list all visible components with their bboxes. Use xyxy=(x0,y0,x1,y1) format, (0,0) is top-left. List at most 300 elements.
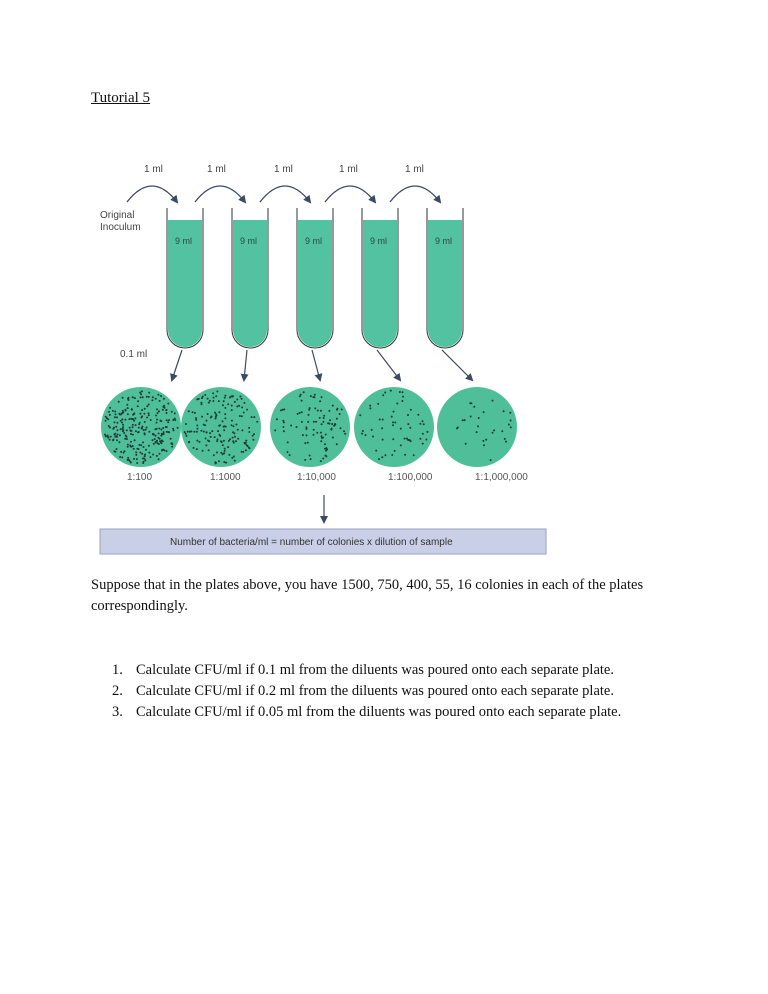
colony-dot xyxy=(314,394,316,396)
colony-dot xyxy=(153,443,155,445)
colony-dot xyxy=(163,398,165,400)
colony-dot xyxy=(391,454,393,456)
colony-dot xyxy=(195,419,197,421)
colony-dot xyxy=(233,425,235,427)
colony-dot xyxy=(215,395,217,397)
colony-dot xyxy=(290,425,292,427)
colony-dot xyxy=(141,453,143,455)
colony-dot xyxy=(185,423,187,425)
colony-dot xyxy=(320,410,322,412)
colony-dot xyxy=(224,417,226,419)
colony-dot xyxy=(126,438,128,440)
colony-dot xyxy=(130,418,132,420)
colony-dot xyxy=(400,444,402,446)
original-inoculum-label: Original xyxy=(100,210,135,221)
transfer-label: 1 ml xyxy=(405,164,424,175)
colony-dot xyxy=(407,414,409,416)
colony-dot xyxy=(156,428,158,430)
list-item xyxy=(112,681,732,702)
colony-dot xyxy=(215,462,217,464)
colony-dot xyxy=(133,420,135,422)
colony-dot xyxy=(148,445,150,447)
colony-dot xyxy=(205,444,207,446)
colony-dot xyxy=(117,434,119,436)
colony-dot xyxy=(282,420,284,422)
plating-arrow xyxy=(172,350,182,380)
colony-dot xyxy=(224,450,226,452)
colony-dot xyxy=(168,419,170,421)
colony-dot xyxy=(231,405,233,407)
colony-dot xyxy=(172,428,174,430)
colony-dot xyxy=(201,397,203,399)
colony-dot xyxy=(384,454,386,456)
colony-dot xyxy=(235,440,237,442)
colony-dot xyxy=(121,418,123,420)
colony-dot xyxy=(303,391,305,393)
colony-dot xyxy=(130,462,132,464)
colony-dot xyxy=(146,427,148,429)
colony-dot xyxy=(485,439,487,441)
colony-dot xyxy=(112,439,114,441)
colony-dot xyxy=(422,420,424,422)
colony-dot xyxy=(122,424,124,426)
colony-dot xyxy=(156,440,158,442)
colony-dot xyxy=(413,454,415,456)
colony-dot xyxy=(321,396,323,398)
colony-dot xyxy=(409,427,411,429)
colony-dot xyxy=(127,398,129,400)
colony-dot xyxy=(138,427,140,429)
colony-dot xyxy=(167,421,169,423)
colony-dot xyxy=(375,450,377,452)
colony-dot xyxy=(308,409,310,411)
colony-dot xyxy=(407,423,409,425)
colony-dot xyxy=(236,399,238,401)
colony-dot xyxy=(317,410,319,412)
colony-dot xyxy=(299,395,301,397)
colony-dot xyxy=(161,449,163,451)
colony-dot xyxy=(192,411,194,413)
agar-plates xyxy=(101,387,517,467)
colony-dot xyxy=(470,416,472,418)
colony-dot xyxy=(245,440,247,442)
colony-dot xyxy=(505,441,507,443)
colony-dot xyxy=(142,462,144,464)
colony-dot xyxy=(156,419,158,421)
colony-dot xyxy=(132,426,134,428)
colony-dot xyxy=(382,439,384,441)
colony-dot xyxy=(234,436,236,438)
colony-dot xyxy=(134,439,136,441)
colony-dot xyxy=(146,405,148,407)
colony-dot xyxy=(402,396,404,398)
colony-dot xyxy=(493,429,495,431)
colony-dot xyxy=(382,419,384,421)
colony-dot xyxy=(213,397,215,399)
agar-plate xyxy=(270,387,350,467)
colony-dot xyxy=(456,427,458,429)
plating-arrow xyxy=(377,350,400,380)
colony-dot xyxy=(401,400,403,402)
colony-dot xyxy=(377,403,379,405)
colony-dot xyxy=(248,447,250,449)
colony-dot xyxy=(118,401,120,403)
agar-plate xyxy=(101,387,181,467)
colony-dot xyxy=(379,419,381,421)
colony-dot xyxy=(212,400,214,402)
colony-dot xyxy=(127,444,129,446)
colony-dot xyxy=(133,412,135,414)
colony-dot xyxy=(422,443,424,445)
colony-dot xyxy=(142,426,144,428)
colony-dot xyxy=(137,431,139,433)
colony-dot xyxy=(105,420,107,422)
colony-dot xyxy=(477,425,479,427)
colony-dot xyxy=(287,441,289,443)
colony-dot xyxy=(381,427,383,429)
colony-dot xyxy=(137,400,139,402)
tube-volume-label: 9 ml xyxy=(435,236,453,246)
colony-dot xyxy=(132,396,134,398)
colony-dot xyxy=(114,451,116,453)
colony-dot xyxy=(205,438,207,440)
colony-dot xyxy=(141,409,143,411)
colony-dot xyxy=(195,417,197,419)
colony-dot xyxy=(320,440,322,442)
colony-dot xyxy=(392,424,394,426)
colony-dot xyxy=(378,458,380,460)
plating-arrow xyxy=(442,350,472,380)
colony-dot xyxy=(157,442,159,444)
colony-dot xyxy=(156,408,158,410)
colony-dot xyxy=(235,424,237,426)
colony-dot xyxy=(123,452,125,454)
colony-dot xyxy=(300,394,302,396)
colony-dot xyxy=(323,415,325,417)
colony-dot xyxy=(306,434,308,436)
colony-dot xyxy=(327,422,329,424)
test-tube xyxy=(362,208,398,348)
colony-dot xyxy=(152,433,154,435)
colony-dot xyxy=(253,433,255,435)
colony-dot xyxy=(321,435,323,437)
colony-dot xyxy=(483,411,485,413)
colony-dot xyxy=(492,432,494,434)
colony-dot xyxy=(165,426,167,428)
colony-dot xyxy=(159,400,161,402)
colony-dot xyxy=(393,411,395,413)
question-list xyxy=(112,660,732,723)
colony-dot xyxy=(144,432,146,434)
colony-dot xyxy=(135,424,137,426)
colony-dot xyxy=(227,446,229,448)
colony-dot xyxy=(331,423,333,425)
colony-dot xyxy=(124,419,126,421)
tube-volume-label: 9 ml xyxy=(305,236,323,246)
test-tube xyxy=(232,208,268,348)
colony-dot xyxy=(154,441,156,443)
colony-dot xyxy=(225,426,227,428)
colony-dot xyxy=(194,412,196,414)
colony-dot xyxy=(245,449,247,451)
colony-dot xyxy=(322,421,324,423)
colony-dot xyxy=(282,426,284,428)
colony-dot xyxy=(369,407,371,409)
colony-dot xyxy=(107,435,109,437)
colony-dot xyxy=(325,434,327,436)
colony-dot xyxy=(394,422,396,424)
agar-plate xyxy=(181,387,261,467)
colony-dot xyxy=(332,437,334,439)
transfer-label: 1 ml xyxy=(339,164,358,175)
plating-arrow xyxy=(312,350,320,380)
colony-dot xyxy=(241,398,243,400)
colony-dot xyxy=(336,409,338,411)
colony-dot xyxy=(172,419,174,421)
colony-dot xyxy=(343,430,345,432)
colony-dot xyxy=(322,458,324,460)
list-item xyxy=(112,660,732,681)
colony-dot xyxy=(122,410,124,412)
colony-dot xyxy=(113,427,115,429)
colony-dot xyxy=(193,447,195,449)
original-inoculum-label: Inoculum xyxy=(100,222,141,233)
colony-dot xyxy=(231,424,233,426)
colony-dot xyxy=(332,405,334,407)
colony-dot xyxy=(133,448,135,450)
colony-dot xyxy=(320,432,322,434)
colony-dot xyxy=(243,412,245,414)
colony-dot xyxy=(144,459,146,461)
colony-dot xyxy=(336,443,338,445)
colony-dot xyxy=(137,405,139,407)
colony-dot xyxy=(210,417,212,419)
colony-dot xyxy=(209,400,211,402)
colony-dot xyxy=(196,440,198,442)
colony-dot xyxy=(200,402,202,404)
colony-dot xyxy=(160,429,162,431)
colony-dot xyxy=(204,424,206,426)
colony-dot xyxy=(229,397,231,399)
colony-dot xyxy=(399,391,401,393)
colony-dot xyxy=(136,462,138,464)
colony-dot xyxy=(218,425,220,427)
colony-dot xyxy=(152,396,154,398)
colony-dot xyxy=(223,400,225,402)
colony-dot xyxy=(509,412,511,414)
transfer-label: 1 ml xyxy=(144,164,163,175)
colony-dot xyxy=(297,413,299,415)
colony-dot xyxy=(196,448,198,450)
colony-dot xyxy=(123,432,125,434)
colony-dot xyxy=(305,426,307,428)
colony-dot xyxy=(213,454,215,456)
plating-arrow xyxy=(244,350,247,380)
colony-dot xyxy=(150,419,152,421)
plating-arrows xyxy=(172,350,472,380)
colony-dot xyxy=(234,460,236,462)
formula-text: Number of bacteria/ml = number of colonies x dilution of sample xyxy=(170,537,453,548)
colony-dot xyxy=(334,424,336,426)
colony-dot xyxy=(159,453,161,455)
colony-dot xyxy=(144,421,146,423)
colony-dot xyxy=(237,429,239,431)
colony-dot xyxy=(253,416,255,418)
colony-dot xyxy=(328,410,330,412)
colony-dot xyxy=(156,422,158,424)
agar-plate xyxy=(437,387,517,467)
colony-dot xyxy=(198,398,200,400)
colony-dot xyxy=(144,408,146,410)
colony-dot xyxy=(105,416,107,418)
test-tube xyxy=(167,208,203,348)
colony-dot xyxy=(126,404,128,406)
colony-dot xyxy=(132,424,134,426)
colony-dot xyxy=(228,440,230,442)
colony-dot xyxy=(402,391,404,393)
colony-dot xyxy=(201,416,203,418)
colony-dot xyxy=(155,415,157,417)
colony-dot xyxy=(223,452,225,454)
colony-dot xyxy=(470,402,472,404)
colony-dot xyxy=(223,461,225,463)
colony-dot xyxy=(390,390,392,392)
colony-dot xyxy=(210,436,212,438)
colony-dot xyxy=(212,392,214,394)
colony-dot xyxy=(289,454,291,456)
list-text: Calculate CFU/ml if 0.1 ml from the diluents was poured onto each separate plate. xyxy=(136,662,614,678)
colony-dot xyxy=(223,440,225,442)
colony-dot xyxy=(325,447,327,449)
colony-dot xyxy=(231,396,233,398)
colony-dot xyxy=(148,404,150,406)
colony-dot xyxy=(276,418,278,420)
colony-dot xyxy=(324,443,326,445)
colony-dot xyxy=(296,426,298,428)
colony-dot xyxy=(148,396,150,398)
colony-dot xyxy=(118,441,120,443)
colony-dot xyxy=(246,409,248,411)
colony-dot xyxy=(216,391,218,393)
colony-dot xyxy=(233,456,235,458)
colony-dot xyxy=(241,406,243,408)
colony-dot xyxy=(136,458,138,460)
colony-dot xyxy=(173,429,175,431)
colony-dot xyxy=(248,431,250,433)
colony-dot xyxy=(193,431,195,433)
colony-dot xyxy=(143,446,145,448)
colony-dot xyxy=(207,413,209,415)
colony-dot xyxy=(167,431,169,433)
colony-dot xyxy=(141,428,143,430)
colony-dot xyxy=(110,436,112,438)
colony-dot xyxy=(206,432,208,434)
colony-dot xyxy=(132,434,134,436)
colony-dot xyxy=(423,423,425,425)
colony-dot xyxy=(256,421,258,423)
test-tube xyxy=(297,208,333,348)
colony-dot xyxy=(232,431,234,433)
colony-dot xyxy=(171,442,173,444)
dilution-label: 1:100 xyxy=(127,472,153,483)
colony-dot xyxy=(138,444,140,446)
colony-dot xyxy=(301,400,303,402)
colony-dot xyxy=(171,446,173,448)
colony-dot xyxy=(140,444,142,446)
colony-dot xyxy=(339,413,341,415)
colony-dot xyxy=(162,406,164,408)
colony-dot xyxy=(163,431,165,433)
colony-dot xyxy=(202,450,204,452)
colony-dot xyxy=(161,433,163,435)
colony-dot xyxy=(239,415,241,417)
tube-volume-label: 9 ml xyxy=(240,236,258,246)
list-number: 1. xyxy=(112,662,123,678)
colony-dot xyxy=(152,454,154,456)
colony-dot xyxy=(329,419,331,421)
colony-dot xyxy=(252,439,254,441)
colony-dot xyxy=(146,396,148,398)
colony-dot xyxy=(208,402,210,404)
colony-dot xyxy=(217,430,219,432)
colony-dot xyxy=(222,420,224,422)
colony-dot xyxy=(151,399,153,401)
colony-dot xyxy=(204,394,206,396)
colony-dot xyxy=(120,451,122,453)
colony-dot xyxy=(127,413,129,415)
colony-dot xyxy=(148,412,150,414)
colony-dot xyxy=(162,427,164,429)
colony-dot xyxy=(419,423,421,425)
colony-dot xyxy=(231,409,233,411)
colony-dot xyxy=(118,413,120,415)
colony-dot xyxy=(223,429,225,431)
colony-dot xyxy=(508,424,510,426)
colony-dot xyxy=(124,438,126,440)
colony-dot xyxy=(108,411,110,413)
colony-dot xyxy=(465,443,467,445)
colony-dot xyxy=(174,412,176,414)
colony-dot xyxy=(159,420,161,422)
colony-dot xyxy=(139,422,141,424)
colony-dot xyxy=(231,420,233,422)
colony-dot xyxy=(392,421,394,423)
colony-dot xyxy=(171,411,173,413)
colony-dot xyxy=(316,432,318,434)
colony-dot xyxy=(157,394,159,396)
list-text: Calculate CFU/ml if 0.05 ml from the diluents was poured onto each separate plate. xyxy=(136,704,622,720)
colony-dot xyxy=(130,441,132,443)
colony-dot xyxy=(236,405,238,407)
colony-dot xyxy=(219,434,221,436)
colony-dot xyxy=(308,414,310,416)
colony-dot xyxy=(166,409,168,411)
colony-dot xyxy=(510,426,512,428)
colony-dot xyxy=(365,434,367,436)
colony-dot xyxy=(109,439,111,441)
colony-dot xyxy=(321,423,323,425)
colony-dot xyxy=(320,460,322,462)
colony-dot xyxy=(211,430,213,432)
colony-dot xyxy=(199,441,201,443)
colony-dot xyxy=(135,454,137,456)
colony-dot xyxy=(309,455,311,457)
colony-dot xyxy=(392,438,394,440)
colony-dot xyxy=(234,401,236,403)
colony-dot xyxy=(426,431,428,433)
colony-dot xyxy=(382,394,384,396)
colony-dot xyxy=(133,458,135,460)
